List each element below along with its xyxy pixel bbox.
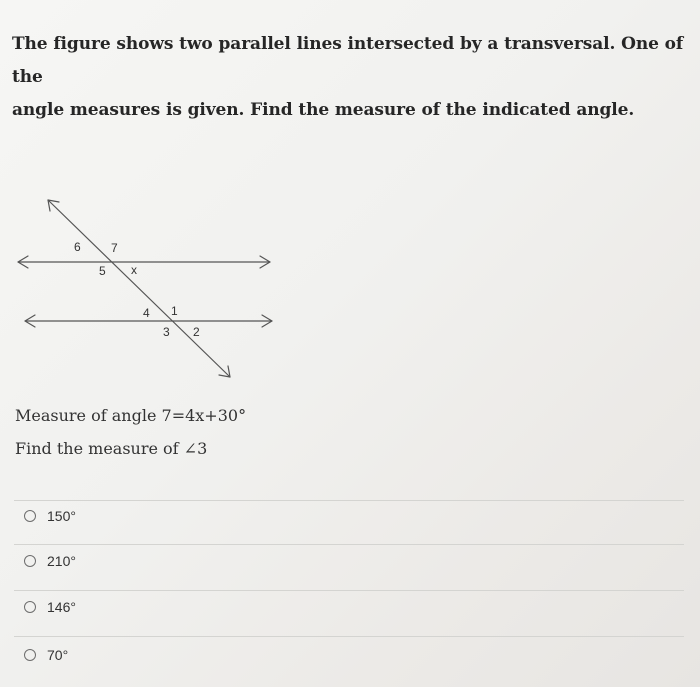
options-divider <box>14 500 684 501</box>
radio-button-icon[interactable] <box>24 649 36 661</box>
radio-button-icon[interactable] <box>24 601 36 613</box>
angle-label-7: 7 <box>111 241 118 255</box>
answer-option-label: 210° <box>47 553 76 569</box>
answer-option-1[interactable] <box>24 503 76 529</box>
angle-label-1: 1 <box>171 304 178 318</box>
options-divider <box>14 544 684 545</box>
radio-button-icon[interactable] <box>24 555 36 567</box>
radio-button-icon[interactable] <box>24 510 36 522</box>
angle-label-x: x <box>131 263 137 277</box>
find-angle-text: Find the measure of ∠3 <box>15 439 208 458</box>
answer-option-label: 146° <box>47 599 76 615</box>
angle-label-6: 6 <box>74 240 81 254</box>
transversal-line <box>48 200 230 377</box>
answer-option-3[interactable] <box>24 594 76 620</box>
answer-option-4[interactable] <box>24 642 68 668</box>
given-angle-text: Measure of angle 7=4x+30° <box>15 406 247 425</box>
question-line-2: angle measures is given. Find the measure of the indicated angle. <box>12 100 635 120</box>
question-line-1: The figure shows two parallel lines intersected by a transversal. One of the <box>12 34 684 87</box>
question-text <box>12 28 698 127</box>
answer-option-2[interactable] <box>24 548 76 574</box>
parallel-lines-figure <box>0 180 300 390</box>
answer-option-label: 70° <box>47 647 69 663</box>
angle-label-2: 2 <box>193 325 200 339</box>
angle-label-3: 3 <box>163 325 170 339</box>
options-divider <box>14 590 684 591</box>
answer-option-label: 150° <box>47 508 76 524</box>
angle-label-5: 5 <box>99 264 106 278</box>
angle-label-4: 4 <box>143 306 150 320</box>
options-divider <box>14 636 684 637</box>
